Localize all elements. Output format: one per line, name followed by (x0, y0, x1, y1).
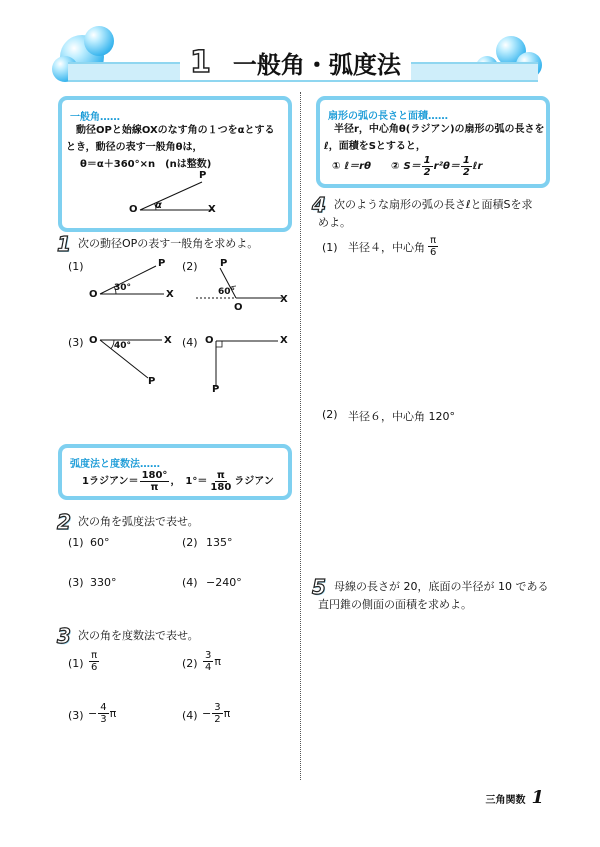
fraction (422, 155, 433, 178)
problem-text: 母線の長さが 20，底面の半径が 10 である (334, 580, 549, 593)
point-label: X (280, 294, 288, 305)
angle-figure (214, 337, 294, 397)
fraction (428, 235, 438, 258)
angle-value: 60° (90, 536, 110, 549)
fraction (89, 650, 99, 673)
box-line: とき，動径の表す一般角θは， (66, 142, 203, 153)
subproblem-label: (1) (322, 241, 338, 254)
formula-text: ， 1°＝ (170, 476, 208, 487)
problem-number-icon: 2 (57, 510, 71, 534)
point-label: P (158, 258, 166, 269)
denominator: 2 (462, 167, 470, 178)
subproblem-label: (1) (68, 536, 84, 549)
problem-text: 次の角を度数法で表せ。 (78, 629, 199, 642)
point-label: P (220, 258, 228, 269)
general-angle-box (58, 96, 292, 232)
angle-label: 60° (218, 287, 236, 297)
point-label: P (212, 384, 220, 395)
denominator: 2 (214, 714, 221, 725)
subproblem-label: (4) (182, 576, 198, 589)
point-label: X (208, 204, 216, 215)
point-label: O (89, 335, 98, 346)
sign: − (88, 707, 98, 720)
radian-conversion-box (58, 444, 292, 500)
sign: − (202, 707, 212, 720)
box-title: 一般角…… (70, 112, 120, 123)
formula-text: S＝ (403, 161, 421, 172)
subproblem-label: (3) (68, 336, 84, 349)
sector-condition (348, 235, 439, 258)
sector-condition: 半径６，中心角 120° (348, 410, 455, 423)
chapter-title: 一般角・弧度法 (232, 50, 401, 79)
numerator: 4 (100, 702, 107, 713)
problem-text: 直円錐の側面の面積を求めよ。 (318, 598, 472, 611)
fraction (203, 650, 213, 673)
formula-marker: ② (391, 161, 400, 172)
formula-text: ラジアン (234, 476, 274, 487)
numerator: 3 (214, 702, 221, 713)
angle-label: α (155, 200, 162, 211)
point-label: X (164, 335, 172, 346)
fraction (98, 702, 108, 725)
fraction (461, 155, 472, 178)
numerator: 3 (205, 650, 212, 661)
fraction (140, 470, 170, 493)
problem-text: 次の角を弧度法で表せ。 (78, 515, 199, 528)
denominator: 4 (205, 662, 212, 673)
subproblem-label: (3) (68, 576, 84, 589)
page-number: 1 (531, 787, 544, 808)
area-formula (403, 155, 482, 178)
problem-text: めよ。 (318, 216, 351, 229)
condition-text: 半径４，中心角 (348, 240, 425, 254)
radian-expression (88, 702, 116, 725)
subproblem-label: (2) (322, 408, 338, 421)
box-line: 半径r，中心角θ(ラジアン)の扇形の弧の長さを (334, 124, 545, 135)
denominator: 6 (91, 662, 98, 673)
point-label: O (129, 204, 138, 215)
numerator: π (430, 235, 437, 246)
sector-formula-box (316, 96, 550, 188)
radian-expression (202, 702, 230, 725)
subproblem-label: (1) (68, 260, 84, 273)
general-angle-formula: θ＝α＋360°×n (nは整数) (80, 159, 212, 170)
problem-number-icon: 5 (312, 575, 326, 599)
denominator: 2 (423, 167, 431, 178)
point-label: O (205, 335, 214, 346)
problem-text: 次のような扇形の弧の長さℓと面積Sを求 (334, 198, 533, 211)
fraction (212, 702, 222, 725)
angle-value: −240° (206, 576, 242, 589)
formula-text: ℓr (472, 161, 483, 172)
angle-value: 135° (206, 536, 233, 549)
subject-label: 三角関数 (485, 795, 526, 806)
radian-expression (202, 650, 221, 673)
angle-label: 30° (114, 283, 132, 293)
subproblem-label: (2) (182, 657, 198, 670)
formula-text: r²θ＝ (433, 161, 460, 172)
denominator: 6 (430, 247, 437, 258)
box-title: 扇形の弧の長さと面積…… (328, 111, 448, 122)
pi-suffix: π (223, 707, 231, 720)
box-line: ℓ，面積をSとすると， (324, 141, 426, 152)
numerator: 1 (423, 155, 431, 166)
denominator: 3 (100, 714, 107, 725)
point-label: P (199, 170, 207, 181)
subproblem-label: (2) (182, 536, 198, 549)
point-label: X (280, 335, 288, 346)
point-label: X (166, 289, 174, 300)
page-footer (485, 787, 544, 808)
numerator: 180° (141, 470, 168, 481)
bubble-decoration (84, 26, 114, 56)
page-title (180, 44, 411, 80)
subproblem-label: (4) (182, 709, 198, 722)
fraction (208, 470, 233, 493)
problem-number-icon: 3 (57, 624, 71, 648)
angle-label: 40° (114, 341, 132, 351)
sector-formulas (332, 155, 482, 178)
point-label: O (89, 289, 98, 300)
conversion-formula (82, 470, 274, 493)
numerator: 1 (462, 155, 470, 166)
radian-expression (88, 650, 100, 673)
pi-suffix: π (214, 655, 221, 668)
numerator: π (216, 470, 225, 481)
column-divider (300, 92, 301, 780)
denominator: π (150, 482, 159, 493)
chapter-number: 1 (190, 44, 211, 80)
angle-value: 330° (90, 576, 117, 589)
point-label: O (234, 302, 243, 313)
subproblem-label: (2) (182, 260, 198, 273)
numerator: π (91, 650, 98, 661)
arc-length-formula: ℓ＝rθ (344, 161, 371, 172)
problem-number-icon: 4 (312, 193, 326, 217)
box-title: 弧度法と度数法…… (70, 459, 160, 470)
subproblem-label: (4) (182, 336, 198, 349)
box-line: 動径OPと始線OXのなす角の１つをαとする (76, 125, 275, 136)
subproblem-label: (1) (68, 657, 84, 670)
problem-number-icon: 1 (57, 232, 71, 256)
formula-marker: ① (332, 161, 341, 172)
general-angle-figure (140, 174, 280, 224)
denominator: 180 (210, 482, 232, 493)
subproblem-label: (3) (68, 709, 84, 722)
formula-text: 1ラジアン＝ (82, 476, 139, 487)
pi-suffix: π (109, 707, 117, 720)
point-label: P (148, 376, 156, 387)
problem-text: 次の動径OPの表す一般角を求めよ。 (78, 237, 259, 250)
